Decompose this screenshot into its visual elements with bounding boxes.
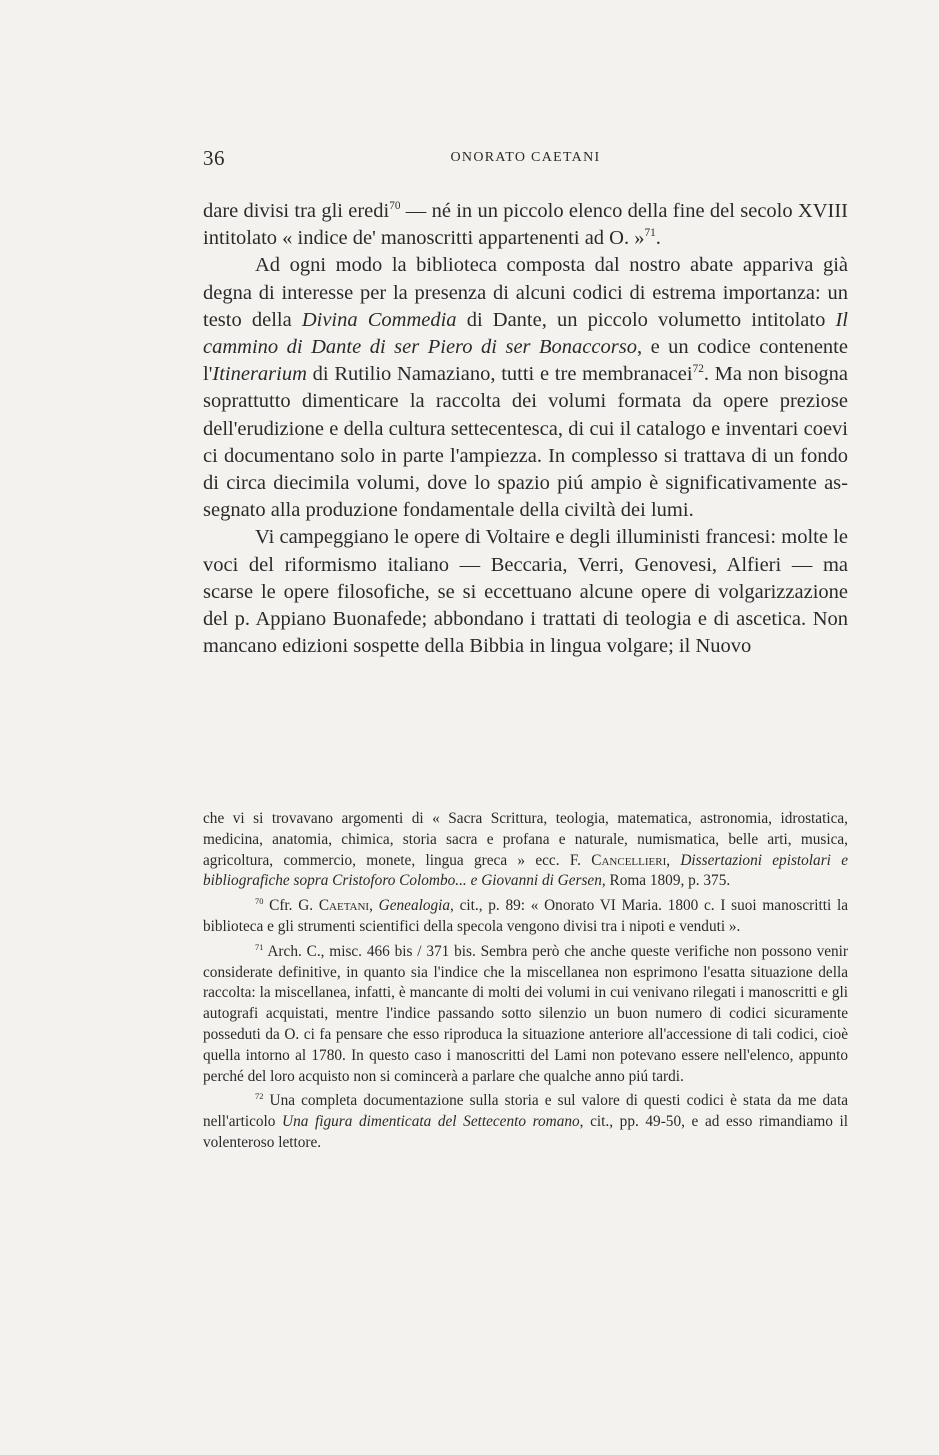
paragraph-2: Ad ogni modo la biblioteca composta dal nostro abate appariva già degna di interesse per la presenza di alcuni codici di estrema importanza: un testo della Divina Commedia di Dante, un piccolo volumetto intitolato Il cammino di Dante di ser Piero di ser Bonaccorso, e un codice contenente l'Itinerarium di Rutilio Namaziano, tutti e tre membranacei$^{72}$. Ma non bisogna soprattutto dimenticare la raccolta dei volumi formata da opere preziose dell'erudizione e della cultura settecentesca, di cui il catalogo e inventari coevi ci documentano solo in parte l'ampiezza. In complesso si trattava di un fondo di circa diecimila volumi, dove lo spazio piú ampio è significativamente assegnato alla produzione fondamentale della civiltà dei lumi.	[203, 254, 848, 522]
footnotes	[203, 809, 848, 1158]
page-number: 36	[203, 146, 225, 170]
main-text	[203, 198, 848, 660]
paragraph-1: dare divisi tra gli eredi$^{70}$ — né in un piccolo elenco della fine del secolo XVIII intitolato « indice de' manoscritti appartenenti ad O. »$^{71}$.	[203, 200, 849, 250]
footnote-ref-71: 71	[644, 227, 656, 240]
footnote-continuation: che vi si trovavano argomenti di « Sacra Scrittura, teologia, matematica, astronomia, idrostatica, medicina, anatomia, chimica, storia sacra e profana e naturale, numismatica, belle arti, musica, agricoltura, commercio, monete, lingua greca » ecc. F. Cancellieri, Dissertazioni epistolari e bibliografiche sopra Cristoforo Colombo... e Giovanni di Gersen, Roma 1809, p. 375.	[203, 810, 849, 890]
footnote-70: $^{70}$ Cfr. G. Caetani, Genealogia, cit., p. 89: « Onorato VI Maria. 1800 c. I suoi manoscritti la biblioteca e gli strumenti scientifici della specola vengono divisi tra i nipoti e venduti ».	[203, 897, 848, 935]
paragraph-3: Vi campeggiano le opere di Voltaire e degli illuministi francesi: molte le voci del riformismo italiano — Beccaria, Verri, Genovesi, Alfieri — ma scarse le opere filosofiche, se si eccettuano alcune opere di volgarizzazione del p. Appiano Buonafede; abbondano i trattati di teologia e di ascetica. Non mancano edizioni sospette della Bibbia in lingua volgare; il Nuovo	[203, 526, 848, 658]
footnote-number: 71	[255, 942, 264, 952]
footnote-72: $^{72}$ Una completa documentazione sulla storia e sul valore di questi codici è stata da me data nell'articolo Una figura dimenticata del Settecento romano, cit., pp. 49-50, e ad esso rimandiamo il volenteroso lettore.	[203, 1092, 848, 1151]
running-head	[203, 146, 848, 174]
running-title: ONORATO CAETANI	[450, 150, 601, 165]
footnote-number: 72	[255, 1092, 264, 1102]
footnote-number: 70	[255, 897, 264, 907]
footnote-ref-72: 72	[692, 363, 704, 376]
footnote-71: $^{71}$ Arch. C., misc. 466 bis / 371 bis. Sembra però che anche queste verifiche non possono venir considerate definitive, in quanto sia l'indice che la miscellanea non esprimono l'esatta situazione della raccolta: la miscellanea, infatti, è mancante di molti dei volumi in cui venivano rilegati i manoscritti e gli autografi acquistati, mentre l'indice passando sotto silenzio un buon numero di codici sicuramente posseduti da O. ci fa pensare che esso riproduca la situazione anteriore all'accessione di tali codici, cioè quella intorno al 1780. In questo caso i manoscritti del Lami non potevano essere nell'elenco, appunto perché del loro acquisto non si comincerà a parlare che qualche anno piú tardi.	[203, 942, 848, 1085]
footnote-ref-70: 70	[389, 200, 401, 213]
